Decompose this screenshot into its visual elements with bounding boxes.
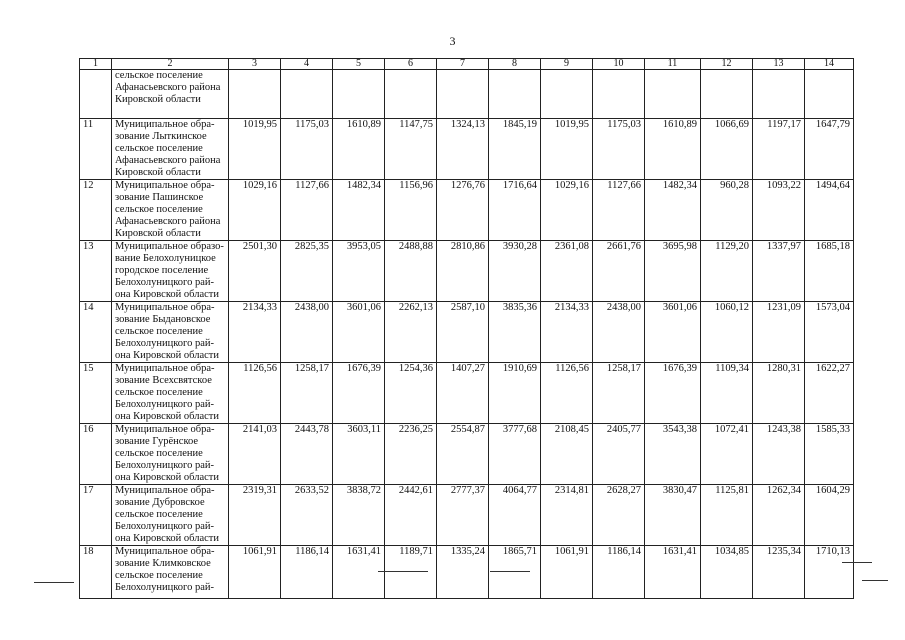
value-cell: 1482,34 — [333, 180, 385, 241]
value-cell: 1676,39 — [645, 363, 701, 424]
value-cell: 1585,33 — [805, 424, 854, 485]
value-cell: 1061,91 — [229, 546, 281, 599]
row-number: 11 — [80, 119, 112, 180]
value-cell: 1175,03 — [593, 119, 645, 180]
value-cell: 2438,00 — [281, 302, 333, 363]
value-cell: 3838,72 — [333, 485, 385, 546]
value-cell: 1126,56 — [541, 363, 593, 424]
column-header: 4 — [281, 59, 333, 70]
value-cell: 1631,41 — [645, 546, 701, 599]
value-cell — [437, 70, 489, 119]
value-cell: 1276,76 — [437, 180, 489, 241]
municipality-name: Муниципальное обра- зование Лыткинское сельское поселение Афанасьевского района Кировской области — [112, 119, 229, 180]
value-cell: 3601,06 — [645, 302, 701, 363]
value-cell: 3601,06 — [333, 302, 385, 363]
value-cell: 3953,05 — [333, 241, 385, 302]
value-cell: 1093,22 — [753, 180, 805, 241]
scan-mark — [490, 571, 530, 572]
municipality-name: Муниципальное обра- зование Пашинское сельское поселение Афанасьевского района Кировской области — [112, 180, 229, 241]
column-header: 3 — [229, 59, 281, 70]
value-cell: 1716,64 — [489, 180, 541, 241]
value-cell: 3930,28 — [489, 241, 541, 302]
column-header: 9 — [541, 59, 593, 70]
value-cell: 2438,00 — [593, 302, 645, 363]
value-cell: 1647,79 — [805, 119, 854, 180]
value-cell — [753, 70, 805, 119]
value-cell: 1235,34 — [753, 546, 805, 599]
table-row — [80, 119, 854, 180]
column-header: 8 — [489, 59, 541, 70]
value-cell: 2501,30 — [229, 241, 281, 302]
value-cell: 1910,69 — [489, 363, 541, 424]
column-header: 10 — [593, 59, 645, 70]
value-cell: 3830,47 — [645, 485, 701, 546]
row-number: 12 — [80, 180, 112, 241]
value-cell: 1335,24 — [437, 546, 489, 599]
value-cell: 2443,78 — [281, 424, 333, 485]
value-cell: 2236,25 — [385, 424, 437, 485]
value-cell: 2825,35 — [281, 241, 333, 302]
value-cell: 2361,08 — [541, 241, 593, 302]
value-cell: 1243,38 — [753, 424, 805, 485]
value-cell: 1156,96 — [385, 180, 437, 241]
value-cell: 3603,11 — [333, 424, 385, 485]
value-cell: 1019,95 — [541, 119, 593, 180]
row-number: 14 — [80, 302, 112, 363]
table-row — [80, 363, 854, 424]
table-row — [80, 424, 854, 485]
value-cell — [805, 70, 854, 119]
header-row — [80, 59, 854, 70]
scan-mark — [862, 580, 888, 581]
column-header: 12 — [701, 59, 753, 70]
value-cell — [593, 70, 645, 119]
value-cell: 1061,91 — [541, 546, 593, 599]
value-cell: 2628,27 — [593, 485, 645, 546]
table-row — [80, 241, 854, 302]
value-cell: 2661,76 — [593, 241, 645, 302]
value-cell: 2777,37 — [437, 485, 489, 546]
value-cell — [385, 70, 437, 119]
municipality-name: Муниципальное обра- зование Быдановское сельское поселение Белохолуницкого рай- она Кировской области — [112, 302, 229, 363]
value-cell: 2405,77 — [593, 424, 645, 485]
column-header: 1 — [80, 59, 112, 70]
value-cell: 1186,14 — [593, 546, 645, 599]
value-cell — [541, 70, 593, 119]
value-cell: 2319,31 — [229, 485, 281, 546]
value-cell: 1231,09 — [753, 302, 805, 363]
value-cell — [281, 70, 333, 119]
value-cell: 4064,77 — [489, 485, 541, 546]
value-cell: 1189,71 — [385, 546, 437, 599]
value-cell: 1126,56 — [229, 363, 281, 424]
value-cell: 1175,03 — [281, 119, 333, 180]
value-cell: 1125,81 — [701, 485, 753, 546]
column-header: 7 — [437, 59, 489, 70]
value-cell: 2141,03 — [229, 424, 281, 485]
value-cell: 1710,13 — [805, 546, 854, 599]
value-cell: 1258,17 — [593, 363, 645, 424]
column-header: 2 — [112, 59, 229, 70]
table-row — [80, 180, 854, 241]
value-cell: 1845,19 — [489, 119, 541, 180]
value-cell: 1060,12 — [701, 302, 753, 363]
value-cell: 1197,17 — [753, 119, 805, 180]
value-cell: 3543,38 — [645, 424, 701, 485]
value-cell: 1622,27 — [805, 363, 854, 424]
value-cell: 1109,34 — [701, 363, 753, 424]
value-cell: 1034,85 — [701, 546, 753, 599]
municipality-name: сельское поселение Афанасьевского района Кировской области — [112, 70, 229, 119]
value-cell: 2108,45 — [541, 424, 593, 485]
value-cell: 1019,95 — [229, 119, 281, 180]
table-row — [80, 302, 854, 363]
value-cell: 1610,89 — [645, 119, 701, 180]
value-cell: 1573,04 — [805, 302, 854, 363]
data-table — [79, 58, 854, 599]
value-cell — [645, 70, 701, 119]
value-cell — [489, 70, 541, 119]
value-cell: 1072,41 — [701, 424, 753, 485]
value-cell: 2810,86 — [437, 241, 489, 302]
scan-mark — [34, 582, 74, 583]
row-number: 13 — [80, 241, 112, 302]
column-header: 13 — [753, 59, 805, 70]
value-cell: 960,28 — [701, 180, 753, 241]
row-number: 15 — [80, 363, 112, 424]
column-header: 11 — [645, 59, 701, 70]
value-cell: 1604,29 — [805, 485, 854, 546]
value-cell — [333, 70, 385, 119]
value-cell: 2262,13 — [385, 302, 437, 363]
value-cell: 1029,16 — [541, 180, 593, 241]
value-cell: 2554,87 — [437, 424, 489, 485]
row-number: 18 — [80, 546, 112, 599]
municipality-name: Муниципальное обра- зование Гурёнское сельское поселение Белохолуницкого рай- она Кировской области — [112, 424, 229, 485]
value-cell: 1066,69 — [701, 119, 753, 180]
value-cell: 2134,33 — [229, 302, 281, 363]
value-cell: 1676,39 — [333, 363, 385, 424]
value-cell: 1631,41 — [333, 546, 385, 599]
page-number: 3 — [449, 34, 456, 48]
value-cell: 1254,36 — [385, 363, 437, 424]
scan-mark — [842, 562, 872, 563]
value-cell — [229, 70, 281, 119]
table-row — [80, 70, 854, 119]
value-cell: 1482,34 — [645, 180, 701, 241]
row-number: 17 — [80, 485, 112, 546]
value-cell: 2488,88 — [385, 241, 437, 302]
municipality-name: Муниципальное образо- вание Белохолуницкое городское поселение Белохолуницкого рай- она Кировской области — [112, 241, 229, 302]
row-number: 16 — [80, 424, 112, 485]
value-cell: 2314,81 — [541, 485, 593, 546]
scan-mark — [378, 571, 428, 572]
value-cell: 2633,52 — [281, 485, 333, 546]
value-cell — [701, 70, 753, 119]
column-header: 6 — [385, 59, 437, 70]
value-cell: 1337,97 — [753, 241, 805, 302]
value-cell: 1262,34 — [753, 485, 805, 546]
table-row — [80, 546, 854, 599]
value-cell: 2587,10 — [437, 302, 489, 363]
value-cell: 1407,27 — [437, 363, 489, 424]
municipality-name: Муниципальное обра- зование Климковское сельское поселение Белохолуницкого рай- — [112, 546, 229, 599]
value-cell: 3835,36 — [489, 302, 541, 363]
value-cell: 1127,66 — [593, 180, 645, 241]
municipality-name: Муниципальное обра- зование Всехсвятское сельское поселение Белохолуницкого рай- она Кировской области — [112, 363, 229, 424]
value-cell: 3777,68 — [489, 424, 541, 485]
value-cell: 1186,14 — [281, 546, 333, 599]
value-cell: 2134,33 — [541, 302, 593, 363]
value-cell: 1280,31 — [753, 363, 805, 424]
value-cell: 1494,64 — [805, 180, 854, 241]
value-cell: 1610,89 — [333, 119, 385, 180]
value-cell: 1258,17 — [281, 363, 333, 424]
value-cell: 2442,61 — [385, 485, 437, 546]
value-cell: 1029,16 — [229, 180, 281, 241]
row-number — [80, 70, 112, 119]
municipality-name: Муниципальное обра- зование Дубровское сельское поселение Белохолуницкого рай- она Кировской области — [112, 485, 229, 546]
value-cell: 1127,66 — [281, 180, 333, 241]
value-cell: 3695,98 — [645, 241, 701, 302]
column-header: 5 — [333, 59, 385, 70]
value-cell: 1685,18 — [805, 241, 854, 302]
value-cell: 1865,71 — [489, 546, 541, 599]
value-cell: 1129,20 — [701, 241, 753, 302]
value-cell: 1147,75 — [385, 119, 437, 180]
value-cell: 1324,13 — [437, 119, 489, 180]
column-header: 14 — [805, 59, 854, 70]
table-row — [80, 485, 854, 546]
